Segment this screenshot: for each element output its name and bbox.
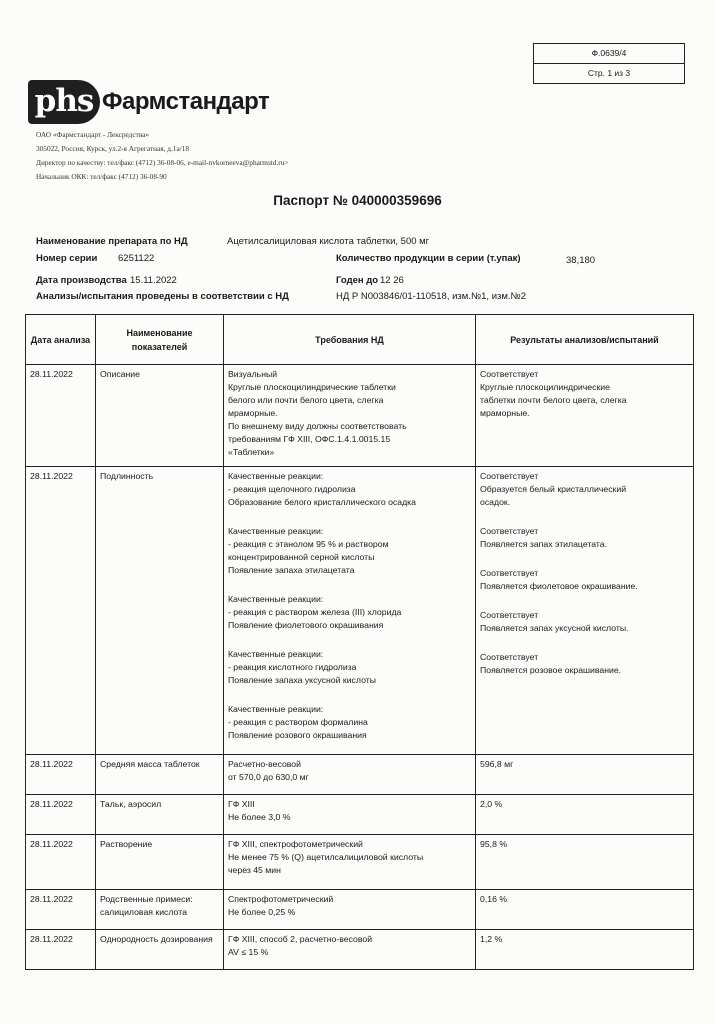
result-block bbox=[480, 893, 689, 906]
row-date: 28.11.2022 bbox=[26, 467, 96, 755]
text-line: 2,0 % bbox=[480, 799, 503, 809]
requirement-block bbox=[228, 838, 471, 877]
text-line: - реакция с этанолом 95 % и раствором bbox=[228, 539, 389, 549]
text-line: от 570,0 до 630,0 мг bbox=[228, 772, 309, 782]
row-requirements bbox=[224, 795, 476, 835]
analysis-table bbox=[25, 314, 694, 970]
text-line: Появление фиолетового окрашивания bbox=[228, 620, 384, 630]
page-number: Стр. 1 из 3 bbox=[534, 63, 684, 83]
quantity-value: 38,180 bbox=[566, 255, 596, 266]
text-line: - реакция щелочного гидролиза bbox=[228, 484, 356, 494]
text-line: через 45 мин bbox=[228, 865, 281, 875]
text-line: Появляется фиолетовое окрашивание. bbox=[480, 581, 638, 591]
row-requirements bbox=[224, 835, 476, 890]
text-line: осадок. bbox=[480, 497, 511, 507]
requirement-block bbox=[228, 470, 471, 509]
requirement-block bbox=[228, 525, 471, 577]
text-line: Не более 0,25 % bbox=[228, 907, 296, 917]
text-line: ГФ XIII bbox=[228, 799, 255, 809]
table-row bbox=[26, 755, 694, 795]
result-block bbox=[480, 525, 689, 551]
row-date: 28.11.2022 bbox=[26, 890, 96, 930]
row-indicator: Тальк, аэросил bbox=[96, 795, 224, 835]
result-block bbox=[480, 798, 689, 811]
requirement-block bbox=[228, 648, 471, 687]
text-line: Соответствует bbox=[480, 610, 539, 620]
text-line: ГФ XIII, спектрофотометрический bbox=[228, 839, 363, 849]
result-block bbox=[480, 651, 689, 677]
page-title: Паспорт № 040000359696 bbox=[273, 193, 442, 208]
text-line: По внешнему виду должны соответствовать bbox=[228, 421, 407, 431]
result-block bbox=[480, 470, 689, 509]
result-block bbox=[480, 368, 689, 420]
text-line: Соответствует bbox=[480, 568, 539, 578]
row-date: 28.11.2022 bbox=[26, 365, 96, 467]
text-line: концентрированной серной кислоты bbox=[228, 552, 375, 562]
table-row bbox=[26, 835, 694, 890]
text-line: Появление запаха этилацетата bbox=[228, 565, 355, 575]
company-name: ОАО «Фармстандарт - Лексредства» bbox=[36, 130, 150, 139]
row-results bbox=[476, 890, 694, 930]
result-block bbox=[480, 609, 689, 635]
text-line: Качественные реакции: bbox=[228, 704, 324, 714]
row-indicator: Родственные примеси: салициловая кислота bbox=[96, 890, 224, 930]
form-code-box bbox=[533, 43, 685, 84]
requirement-block bbox=[228, 593, 471, 632]
table-row bbox=[26, 467, 694, 755]
text-line: Спектрофотометрический bbox=[228, 894, 334, 904]
text-line: Не менее 75 % (Q) ацетилсалициловой кислоты bbox=[228, 852, 424, 862]
text-line: Появление розового окрашивания bbox=[228, 730, 367, 740]
row-date: 28.11.2022 bbox=[26, 930, 96, 970]
requirement-block bbox=[228, 758, 471, 784]
text-line: Круглые плоскоцилиндрические bbox=[480, 382, 610, 392]
text-line: мраморные. bbox=[228, 408, 278, 418]
result-block bbox=[480, 838, 689, 851]
header-indicator: Наименование показателей bbox=[96, 315, 224, 365]
row-date: 28.11.2022 bbox=[26, 835, 96, 890]
text-line: Появляется розовое окрашивание. bbox=[480, 665, 622, 675]
table-row bbox=[26, 795, 694, 835]
form-code: Ф.0639/4 bbox=[591, 48, 627, 58]
text-line: Качественные реакции: bbox=[228, 594, 324, 604]
text-line: - реакция с раствором формалина bbox=[228, 717, 368, 727]
header-requirements: Требования НД bbox=[224, 315, 476, 365]
logo-name: Фармстандарт bbox=[102, 88, 270, 115]
table-header-row bbox=[26, 315, 694, 365]
row-results bbox=[476, 365, 694, 467]
result-block bbox=[480, 933, 689, 946]
text-line: Соответствует bbox=[480, 369, 539, 379]
row-requirements bbox=[224, 467, 476, 755]
header-results: Результаты анализов/испытаний bbox=[476, 315, 694, 365]
table-row bbox=[26, 930, 694, 970]
company-okk-contact: Начальник ОКК: тел/факс (4712) 36-08-90 bbox=[36, 172, 167, 181]
company-logo bbox=[28, 80, 270, 124]
text-line: AV ≤ 15 % bbox=[228, 947, 269, 957]
company-address: 305022, Россия, Курск, ул.2-я Агрегатная, д.1а/18 bbox=[36, 144, 190, 153]
drug-value: Ацетилсалициловая кислота таблетки, 500 мг bbox=[227, 236, 430, 247]
company-details bbox=[36, 128, 288, 184]
requirement-block bbox=[228, 933, 471, 959]
text-line: Образование белого кристаллического осадка bbox=[228, 497, 416, 507]
row-requirements bbox=[224, 365, 476, 467]
text-line: Образуется белый кристаллический bbox=[480, 484, 627, 494]
quantity-label: Количество продукции в серии (т.упак) bbox=[336, 253, 521, 264]
text-line: Качественные реакции: bbox=[228, 649, 324, 659]
requirement-block bbox=[228, 893, 471, 919]
row-indicator: Средняя масса таблеток bbox=[96, 755, 224, 795]
text-line: Расчетно-весовой bbox=[228, 759, 301, 769]
text-line: Качественные реакции: bbox=[228, 526, 324, 536]
text-line: 95,8 % bbox=[480, 839, 508, 849]
result-block bbox=[480, 567, 689, 593]
text-line: 1,2 % bbox=[480, 934, 503, 944]
nd-label: Анализы/испытания проведены в соответствии с НД bbox=[36, 291, 289, 302]
header-date: Дата анализа bbox=[26, 315, 96, 365]
table-row bbox=[26, 365, 694, 467]
table-row bbox=[26, 890, 694, 930]
text-line: таблетки почти белого цвета, слегка bbox=[480, 395, 627, 405]
row-results bbox=[476, 755, 694, 795]
text-line: 0,16 % bbox=[480, 894, 508, 904]
text-line: Появление запаха уксусной кислоты bbox=[228, 675, 376, 685]
text-line: мраморные. bbox=[480, 408, 530, 418]
row-requirements bbox=[224, 930, 476, 970]
text-line: «Таблетки» bbox=[228, 447, 275, 457]
valid-until-label: Годен до bbox=[336, 275, 379, 286]
result-block bbox=[480, 758, 689, 771]
row-results bbox=[476, 835, 694, 890]
row-indicator: Однородность дозирования bbox=[96, 930, 224, 970]
text-line: 596,8 мг bbox=[480, 759, 514, 769]
text-line: Круглые плоскоцилиндрические таблетки bbox=[228, 382, 396, 392]
row-results bbox=[476, 795, 694, 835]
production-date-value: 15.11.2022 bbox=[130, 275, 177, 286]
series-label: Номер серии bbox=[36, 253, 98, 264]
logo-mark: phs bbox=[28, 80, 100, 124]
text-line: Не более 3,0 % bbox=[228, 812, 291, 822]
text-line: - реакция кислотного гидролиза bbox=[228, 662, 357, 672]
drug-label: Наименование препарата по НД bbox=[36, 236, 188, 247]
text-line: Соответствует bbox=[480, 471, 539, 481]
row-results bbox=[476, 930, 694, 970]
text-line: требованиям ГФ XIII, ОФС.1.4.1.0015.15 bbox=[228, 434, 391, 444]
row-date: 28.11.2022 bbox=[26, 755, 96, 795]
valid-until-value: 12 26 bbox=[380, 275, 404, 286]
row-results bbox=[476, 467, 694, 755]
text-line: Появляется запах этилацетата. bbox=[480, 539, 608, 549]
text-line: белого или почти белого цвета, слегка bbox=[228, 395, 384, 405]
company-quality-contact: Директор по качеству: тел/факс (4712) 36-08-06, e-mail-nvkorneeva@pharmstd.ru> bbox=[36, 158, 289, 167]
row-date: 28.11.2022 bbox=[26, 795, 96, 835]
row-requirements bbox=[224, 755, 476, 795]
text-line: Качественные реакции: bbox=[228, 471, 324, 481]
requirement-block bbox=[228, 368, 471, 459]
row-requirements bbox=[224, 890, 476, 930]
row-indicator: Подлинность bbox=[96, 467, 224, 755]
row-indicator: Растворение bbox=[96, 835, 224, 890]
text-line: Визуальный bbox=[228, 369, 278, 379]
production-date-label: Дата производства bbox=[36, 275, 127, 286]
row-indicator: Описание bbox=[96, 365, 224, 467]
text-line: Появляется запах уксусной кислоты. bbox=[480, 623, 629, 633]
series-value: 6251122 bbox=[118, 253, 155, 264]
nd-value: НД Р N003846/01-110518, изм.№1, изм.№2 bbox=[336, 291, 527, 302]
text-line: Соответствует bbox=[480, 652, 539, 662]
requirement-block bbox=[228, 798, 471, 824]
text-line: ГФ XIII, способ 2, расчетно-весовой bbox=[228, 934, 373, 944]
text-line: - реакция с раствором железа (III) хлорида bbox=[228, 607, 402, 617]
requirement-block bbox=[228, 703, 471, 742]
text-line: Соответствует bbox=[480, 526, 539, 536]
